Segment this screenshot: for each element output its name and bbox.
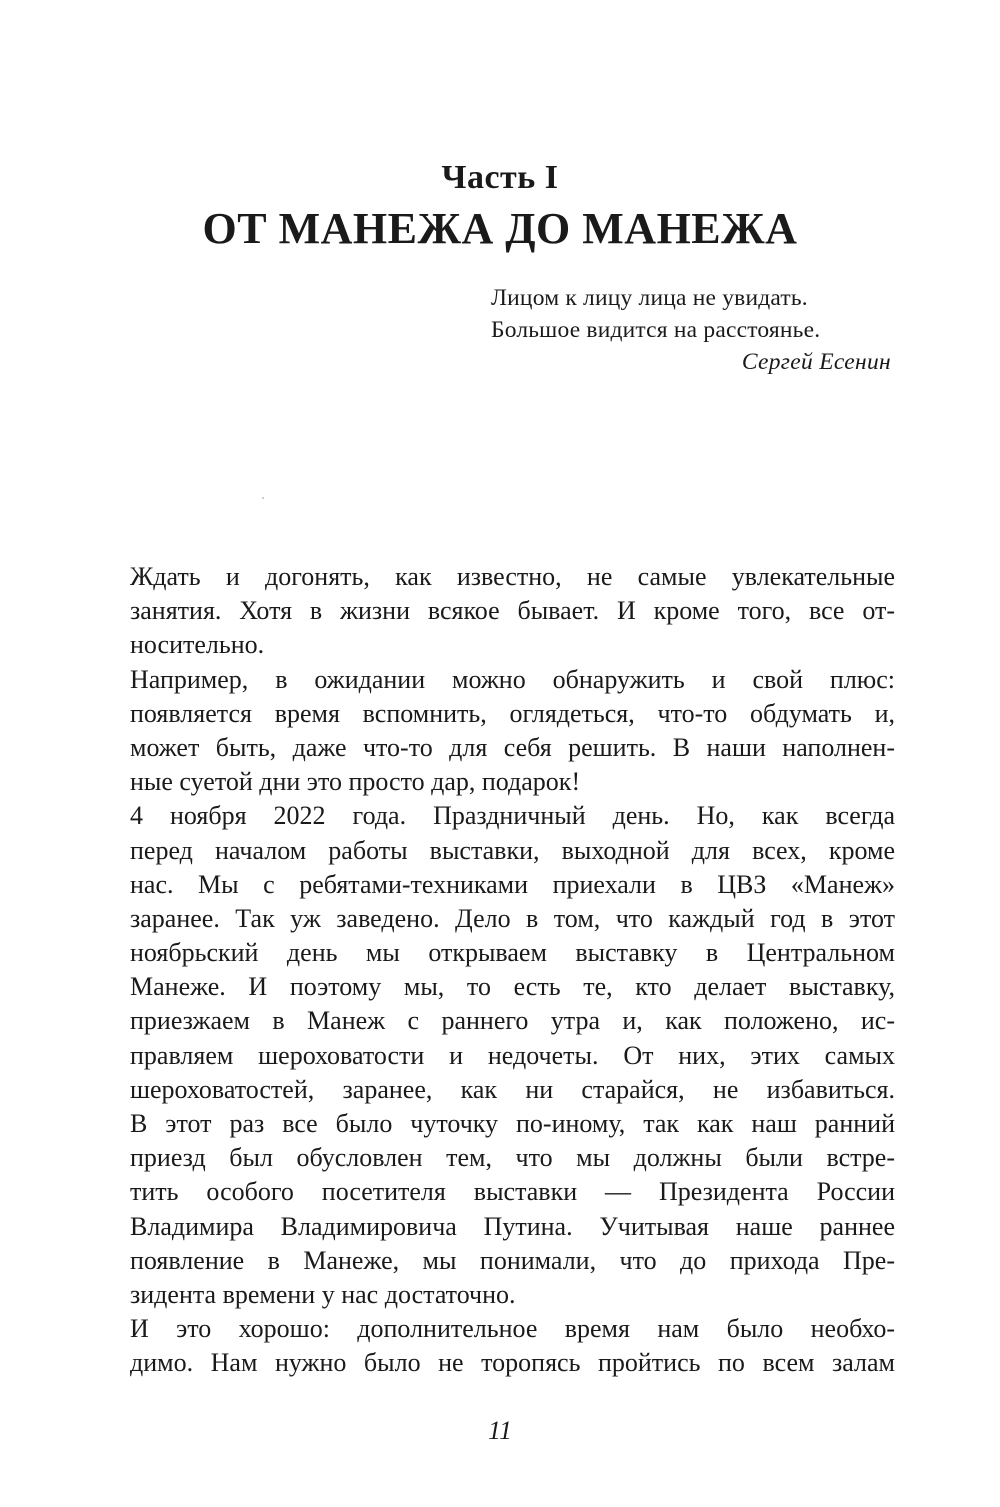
text-line: Ждать и догонять, как известно, не самые увлекательные [130,562,895,591]
text-line: ноябрьский день мы открываем выставку в Центральном [130,938,895,968]
epigraph-author: Сергей Есенин [741,349,891,375]
text-line: тить особого посетителя выставки — Президента России [130,1177,895,1207]
text-line: Манеже. И поэтому мы, то есть те, кто делает выставку, [130,972,895,1002]
epigraph [491,282,901,378]
text-line: зидента времени у нас достаточно. [130,1279,516,1309]
text-line: правляем шероховатости и недочеты. От них, этих самых [130,1040,895,1070]
page-number: 11 [487,1416,513,1445]
text-line: перед началом работы выставки, выходной для всех, кроме [130,835,895,865]
text-line: 4 ноября 2022 года. Праздничный день. Но, как всегда [130,801,895,831]
part-label: Часть I [441,159,559,196]
text-line: В этот раз все было чуточку по-иному, так как наш ранний [130,1109,895,1138]
text-line: приезжаем в Манеж с раннего утра и, как положено, ис- [130,1006,895,1036]
text-line: димо. Нам нужно было не торопясь пройтись по всем залам [130,1348,895,1378]
text-line: Владимира Владимировича Путина. Учитывая наше раннее [130,1211,895,1241]
text-line: нас. Мы с ребятами-техниками приехали в ЦВЗ «Манеж» [130,869,895,899]
text-line: Например, в ожидании можно обнаружить и свой плюс: [130,664,895,694]
text-line: заранее. Так уж заведено. Дело в том, что каждый год в этот [130,903,895,933]
text-line: ные суетой дни это просто дар, подарок! [130,767,581,797]
text-line: занятия. Хотя в жизни всякое бывает. И кроме того, все от- [130,596,895,626]
text-line: И это хорошо: дополнительное время нам было необхо- [130,1314,895,1344]
paper-speck [262,497,264,499]
epigraph-line: Большое видится на расстоянье. [491,317,821,343]
epigraph-line: Лицом к лицу лица не увидать. [491,285,808,311]
text-line: носительно. [130,630,265,660]
text-line: приезд был обусловлен тем, что мы должны были встре- [130,1143,895,1173]
body-text [130,560,895,1381]
text-line: появление в Манеже, мы понимали, что до прихода Пре- [130,1245,895,1275]
text-line: шероховатостей, заранее, как ни старайся, не избавиться. [130,1074,895,1104]
text-line: появляется время вспомнить, оглядеться, что-то обдумать и, [130,698,895,728]
text-line: может быть, даже что-то для себя решить. В наши наполнен- [130,732,895,762]
part-title: ОТ МАНЕЖА ДО МАНЕЖА [202,204,798,253]
